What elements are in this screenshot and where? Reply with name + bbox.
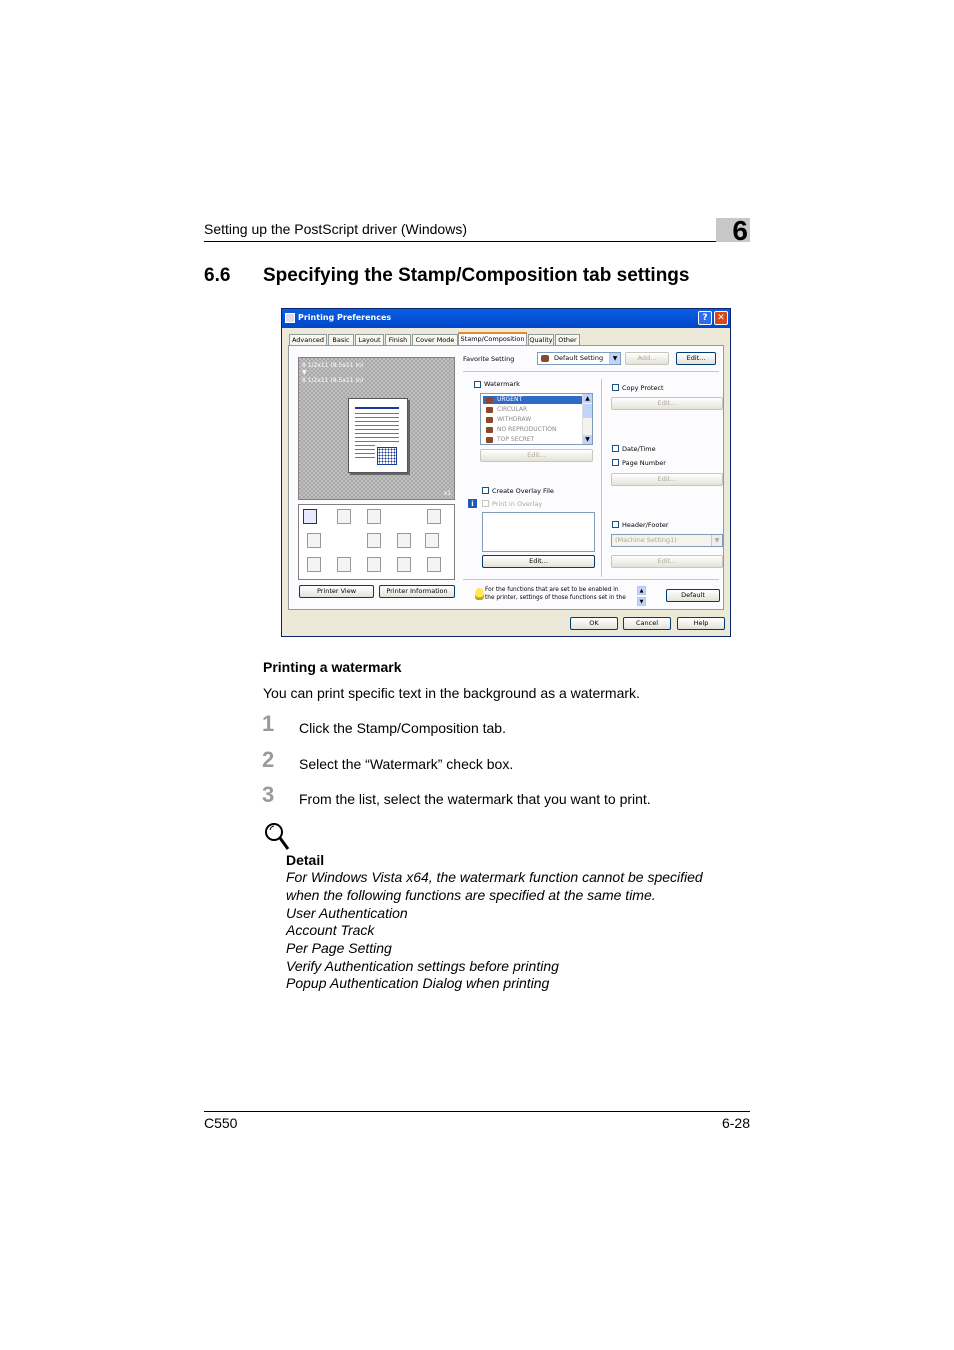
- watermark-icon[interactable]: [303, 509, 317, 524]
- detail-line: For Windows Vista x64, the watermark function cannot be specified: [286, 869, 703, 885]
- preview-line: [355, 413, 399, 414]
- favorite-edit-button[interactable]: Edit...: [676, 352, 716, 365]
- list-item[interactable]: [483, 406, 582, 414]
- header-footer-label: Header/Footer: [622, 521, 669, 529]
- preview-line: [355, 421, 399, 422]
- running-header: Setting up the PostScript driver (Windows): [204, 221, 467, 237]
- watermark-item-icon: [486, 427, 493, 433]
- header-footer-select[interactable]: [611, 534, 723, 547]
- list-icon[interactable]: [427, 557, 441, 572]
- favorite-icon: [541, 355, 549, 362]
- magnifier-icon: [264, 822, 290, 852]
- page-number-label: Page Number: [622, 459, 666, 467]
- watermark-item-icon: [486, 437, 493, 443]
- overlay-file-box[interactable]: [482, 512, 595, 552]
- scroll-down-icon[interactable]: ▼: [637, 597, 646, 606]
- watermark-item-label: URGENT: [497, 396, 523, 403]
- users-icon[interactable]: [367, 557, 381, 572]
- scroll-thumb[interactable]: [583, 404, 592, 418]
- preview-page: [348, 398, 408, 473]
- tab-other[interactable]: Other: [555, 334, 580, 345]
- copy-protect-checkbox[interactable]: [612, 384, 619, 391]
- print-in-overlay-checkbox[interactable]: [482, 500, 489, 507]
- preview-line: [355, 425, 399, 426]
- section-number: 6.6: [204, 265, 231, 286]
- preview-original-size: 8 1/2x11 (8.5x11 in): [302, 362, 364, 369]
- tab-stamp-composition[interactable]: Stamp/Composition: [458, 332, 527, 346]
- detail-line: Per Page Setting: [286, 940, 392, 956]
- scroll-up-icon[interactable]: ▲: [637, 586, 646, 595]
- watermark-checkbox[interactable]: [474, 381, 481, 388]
- function-icon-panel: [298, 504, 455, 580]
- watermark-edit-button[interactable]: Edit...: [480, 449, 593, 462]
- tab-basic[interactable]: Basic: [328, 334, 354, 345]
- chevron-down-icon[interactable]: ▼: [711, 535, 722, 546]
- detail-line: User Authentication: [286, 905, 408, 921]
- step-number: 3: [262, 782, 275, 807]
- date-time-icon[interactable]: [427, 509, 441, 524]
- preview-line: [355, 449, 375, 450]
- create-overlay-checkbox[interactable]: [482, 487, 489, 494]
- page-preview: [298, 357, 455, 500]
- print-in-overlay-label: Print in Overlay: [492, 500, 543, 508]
- layout-icon[interactable]: [307, 557, 321, 572]
- printer-icon: [285, 313, 295, 323]
- intro-paragraph: You can print specific text in the background as a watermark.: [263, 685, 640, 701]
- detail-heading: Detail: [286, 852, 325, 868]
- date-page-edit-button[interactable]: Edit...: [611, 473, 723, 486]
- step-text: Click the Stamp/Composition tab.: [299, 720, 506, 736]
- preview-arrow: ▼: [302, 369, 307, 376]
- enabled-functions-note: [485, 586, 633, 602]
- default-button[interactable]: Default: [666, 589, 720, 602]
- divider: [463, 371, 719, 372]
- detail-line: Account Track: [286, 922, 375, 938]
- tab-quality[interactable]: Quality: [529, 336, 553, 344]
- add-button[interactable]: Add...: [625, 352, 669, 365]
- copy-protect-label: Copy Protect: [622, 384, 664, 392]
- subheading: Printing a watermark: [263, 659, 402, 675]
- tab-cover-mode[interactable]: Cover Mode: [412, 334, 458, 345]
- section-title: Specifying the Stamp/Composition tab settings: [263, 265, 690, 286]
- preview-line: [355, 445, 375, 446]
- preview-heading-line: [355, 407, 399, 409]
- step-number: 1: [262, 711, 275, 736]
- cancel-button[interactable]: Cancel: [623, 617, 671, 630]
- watermark-item-label: NO REPRODUCTION: [497, 426, 557, 433]
- scroll-down-icon[interactable]: ▼: [583, 435, 592, 444]
- detail-line: Verify Authentication settings before printing: [286, 958, 559, 974]
- copy-protect-icon[interactable]: [367, 509, 381, 524]
- preview-line: [355, 441, 399, 442]
- date-time-checkbox[interactable]: [612, 445, 619, 452]
- divider: [601, 379, 602, 577]
- composition-icon[interactable]: [425, 533, 439, 548]
- preview-line: [355, 457, 375, 458]
- header-rule: [204, 241, 750, 242]
- page-number-icon[interactable]: [307, 533, 321, 548]
- printer-view-button[interactable]: Printer View: [299, 585, 374, 598]
- info-icon: i: [467, 498, 478, 509]
- overlay-edit-button[interactable]: Edit...: [482, 555, 595, 568]
- chapter-number: 6: [732, 215, 748, 246]
- user-icon[interactable]: [337, 557, 351, 572]
- footer-page-number: 6-28: [721, 1115, 750, 1131]
- favorite-setting-value: Default Setting: [554, 354, 604, 362]
- stamp-composition-panel: [288, 345, 724, 610]
- tab-finish[interactable]: Finish: [385, 334, 411, 345]
- preview-paper-size: 8 1/2x11 (8.5x11 in): [302, 377, 364, 384]
- footer-rule: [204, 1111, 750, 1112]
- create-overlay-label: Create Overlay File: [492, 487, 554, 495]
- watermark-label: Watermark: [484, 380, 520, 388]
- header-footer-edit-button[interactable]: Edit...: [611, 555, 723, 568]
- watermark-item-icon: [486, 397, 493, 403]
- watermark-item-icon: [486, 407, 493, 413]
- header-footer-checkbox[interactable]: [612, 521, 619, 528]
- dialog-titlebar: [282, 309, 730, 328]
- step-text: From the list, select the watermark that you want to print.: [299, 791, 651, 807]
- preview-line: [355, 433, 399, 434]
- overlay-icon[interactable]: [337, 509, 351, 524]
- copy-protect-edit-button[interactable]: Edit...: [611, 397, 723, 410]
- help-title-button[interactable]: ?: [698, 311, 712, 325]
- preview-line: [355, 429, 399, 430]
- divider: [463, 579, 719, 580]
- lightbulb-icon: [475, 588, 484, 600]
- step-text: Select the “Watermark” check box.: [299, 756, 514, 772]
- chevron-down-icon[interactable]: ▼: [609, 353, 620, 364]
- preview-stamp: [377, 447, 397, 465]
- help-button[interactable]: Help: [677, 617, 725, 630]
- list-item[interactable]: [483, 416, 582, 424]
- detail-line: Popup Authentication Dialog when printing: [286, 975, 550, 991]
- tab-advanced[interactable]: Advanced: [289, 334, 327, 345]
- printer-information-button[interactable]: Printer Information: [379, 585, 455, 598]
- stamp-icon[interactable]: [397, 533, 411, 548]
- watermark-list[interactable]: [480, 393, 593, 445]
- step-number: 2: [262, 747, 275, 772]
- list-item[interactable]: [483, 426, 582, 434]
- scroll-up-icon[interactable]: ▲: [583, 394, 592, 403]
- header-footer-value: (Machine Setting1): [615, 536, 677, 544]
- note-line-1: For the functions that are set to be enabled in: [485, 587, 619, 593]
- preview-line: [355, 453, 375, 454]
- watermark-item-label: TOP SECRET: [497, 436, 535, 443]
- favorite-setting-select[interactable]: [537, 352, 621, 365]
- watermark-item-label: CIRCULAR: [497, 406, 528, 413]
- dialog-title: Printing Preferences: [298, 313, 392, 322]
- preview-line: [355, 437, 399, 438]
- close-button[interactable]: ✕: [714, 311, 728, 325]
- preview-line: [355, 417, 399, 418]
- footer-model: C550: [204, 1115, 238, 1131]
- watermark-item-label: WITHDRAW: [497, 416, 532, 423]
- header-footer-icon[interactable]: [367, 533, 381, 548]
- list-item[interactable]: [483, 436, 582, 444]
- ok-button[interactable]: OK: [570, 617, 618, 630]
- page-number-checkbox[interactable]: [612, 459, 619, 466]
- detail-line: when the following functions are specified at the same time.: [286, 887, 656, 903]
- note-line-2: the printer, settings of those functions set in the: [485, 595, 626, 601]
- favorite-setting-label: Favorite Setting: [463, 355, 515, 363]
- watermark-item-icon: [486, 417, 493, 423]
- document-icon[interactable]: [397, 557, 411, 572]
- preview-copies: x1: [443, 490, 451, 497]
- watermark-list-scrollbar[interactable]: [582, 394, 592, 444]
- tab-layout[interactable]: Layout: [355, 334, 384, 345]
- list-item[interactable]: [483, 396, 582, 404]
- date-time-label: Date/Time: [622, 445, 656, 453]
- printing-preferences-dialog: [281, 308, 731, 637]
